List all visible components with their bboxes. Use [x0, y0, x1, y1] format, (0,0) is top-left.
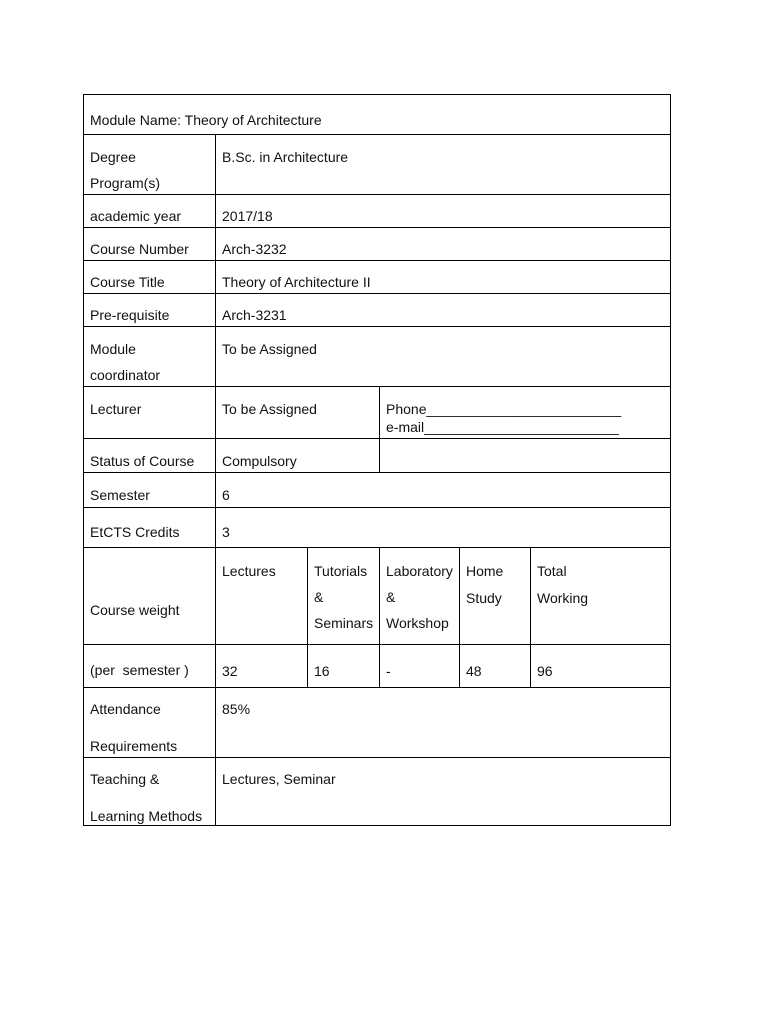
- course-weight-label-line1: Course weight: [90, 602, 180, 618]
- prerequisite-label-cell: [83, 293, 216, 327]
- academic-year-label-cell: [83, 194, 216, 228]
- status-value: Compulsory: [222, 453, 297, 469]
- lectures-value: 32: [222, 663, 238, 679]
- course-title-value-cell: [215, 260, 671, 294]
- course-title-label-cell: [83, 260, 216, 294]
- course-number-value: Arch-3232: [222, 241, 287, 257]
- total-working-header-line1: Total: [537, 563, 567, 579]
- course-title-label: Course Title: [90, 274, 165, 290]
- prerequisite-label: Pre-requisite: [90, 307, 170, 323]
- home-study-header-line2: Study: [466, 590, 502, 606]
- status-label: Status of Course: [90, 453, 195, 469]
- attendance-value: 85%: [222, 701, 251, 717]
- module-name: Module Name: Theory of Architecture: [90, 112, 322, 128]
- degree-value: B.Sc. in Architecture: [222, 149, 349, 165]
- status-label-cell: [83, 438, 216, 473]
- lab-header-line1: Laboratory: [386, 563, 453, 579]
- lab-header-line3: Workshop: [386, 615, 449, 631]
- teaching-label-line1: Teaching &: [90, 771, 160, 787]
- lecturer-contact-cell: [379, 386, 671, 439]
- lab-header-line2: &: [386, 589, 396, 605]
- total-working-value: 96: [537, 663, 553, 679]
- course-weight-label-line2: (per semester ): [90, 662, 189, 678]
- status-value-cell: [215, 438, 380, 473]
- home-study-header-cell: [459, 547, 531, 645]
- prerequisite-value-cell: [215, 293, 671, 327]
- home-study-value-cell: [459, 644, 531, 688]
- lecturer-email: e-mail_________________________: [386, 419, 619, 435]
- degree-label-line1: Degree: [90, 149, 136, 165]
- lecturer-label: Lecturer: [90, 401, 142, 417]
- home-study-value: 48: [466, 663, 482, 679]
- coordinator-value-cell: [215, 326, 671, 387]
- academic-year-value: 2017/18: [222, 208, 273, 224]
- teaching-value-cell: [215, 757, 671, 826]
- tutorials-header-cell: [307, 547, 380, 645]
- module-name-cell: [83, 94, 671, 135]
- degree-label-cell: [83, 134, 216, 195]
- attendance-label-cell: [83, 687, 216, 758]
- lecturer-phone: Phone_________________________: [386, 401, 622, 417]
- teaching-label-line2: Learning Methods: [90, 808, 203, 824]
- credits-label: EtCTS Credits: [90, 524, 180, 540]
- academic-year-value-cell: [215, 194, 671, 228]
- lectures-header-cell: [215, 547, 308, 645]
- semester-value-cell: [215, 472, 671, 508]
- tutorials-value-cell: [307, 644, 380, 688]
- lecturer-value-cell: [215, 386, 380, 439]
- coordinator-label-line1: Module: [90, 341, 136, 357]
- semester-label: Semester: [90, 487, 150, 503]
- attendance-value-cell: [215, 687, 671, 758]
- lectures-value-cell: [215, 644, 308, 688]
- credits-value-cell: [215, 507, 671, 548]
- tutorials-value: 16: [314, 663, 330, 679]
- coordinator-label-cell: [83, 326, 216, 387]
- tutorials-header-line2: &: [314, 589, 324, 605]
- course-title-value: Theory of Architecture II: [222, 274, 371, 290]
- lecturer-label-cell: [83, 386, 216, 439]
- weight-values-label-cell: [83, 644, 216, 688]
- semester-value: 6: [222, 487, 230, 503]
- tutorials-header-line3: Seminars: [314, 615, 374, 631]
- coordinator-label-line2: coordinator: [90, 367, 161, 383]
- attendance-label-line2: Requirements: [90, 738, 178, 754]
- lab-value: -: [386, 663, 391, 679]
- teaching-label-cell: [83, 757, 216, 826]
- total-working-header-cell: [530, 547, 671, 645]
- home-study-header-line1: Home: [466, 563, 504, 579]
- degree-value-cell: [215, 134, 671, 195]
- credits-label-cell: [83, 507, 216, 548]
- total-working-header-line2: Working: [537, 590, 589, 606]
- course-number-label-cell: [83, 227, 216, 261]
- course-weight-label-cell: [83, 547, 216, 678]
- teaching-value: Lectures, Seminar: [222, 771, 336, 787]
- course-number-label: Course Number: [90, 241, 189, 257]
- credits-value: 3: [222, 524, 230, 540]
- lectures-header: Lectures: [222, 563, 276, 579]
- lab-value-cell: [379, 644, 460, 688]
- lab-header-cell: [379, 547, 460, 645]
- academic-year-label: academic year: [90, 208, 182, 224]
- total-working-value-cell: [530, 644, 671, 688]
- attendance-label-line1: Attendance: [90, 701, 161, 717]
- tutorials-header-line1: Tutorials: [314, 563, 368, 579]
- degree-label-line2: Program(s): [90, 175, 161, 191]
- semester-label-cell: [83, 472, 216, 508]
- coordinator-value: To be Assigned: [222, 341, 317, 357]
- lecturer-value: To be Assigned: [222, 401, 317, 417]
- prerequisite-value: Arch-3231: [222, 307, 287, 323]
- course-number-value-cell: [215, 227, 671, 261]
- status-extra-cell: [379, 438, 671, 473]
